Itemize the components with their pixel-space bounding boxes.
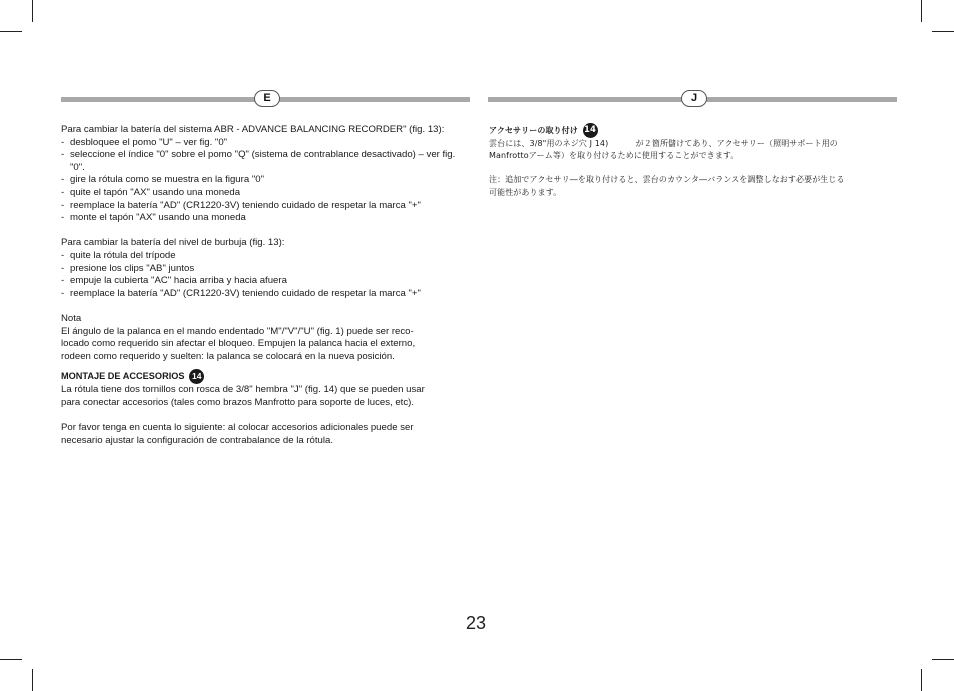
jp-line-part: 雲台には、3/8"用のネジ穴 J	[489, 139, 593, 148]
language-badge-e: E	[254, 90, 280, 107]
abr-step: - seleccione el índice "0" sobre el pomo "Q" (sistema de contrablance desactivado) – ver fig. "0".	[61, 149, 473, 174]
accessories-heading-row	[61, 369, 473, 384]
accessories-heading: MONTAJE DE ACCESORIOS	[61, 371, 185, 382]
page-number: 23	[466, 613, 487, 633]
crop-mark	[0, 659, 22, 660]
bubble-step: - reemplace la batería "AD" (CR1220-3V) teniendo cuidado de respetar la marca "+"	[61, 288, 473, 301]
accessories-line: para conectar accesorios (tales como brazos Manfrotto para soporte de luces, etc).	[61, 396, 415, 408]
bubble-step: - presione los clips "AB" juntos	[61, 263, 473, 276]
abr-step: - quite el tapón "AX" usando una moneda	[61, 187, 473, 200]
jp-note-line: 可能性があります。	[489, 187, 562, 197]
jp-figure-number-badge: 14	[583, 123, 598, 138]
jp-line	[489, 138, 899, 150]
crop-mark	[921, 0, 922, 22]
jp-figure-ref: 14)	[594, 139, 609, 148]
japanese-column	[489, 123, 899, 199]
warning-line: necesario ajustar la configuración de contrabalance de la rótula.	[61, 434, 333, 446]
abr-step: - gire la rótula como se muestra en la figura "0"	[61, 174, 473, 187]
crop-mark	[921, 669, 922, 691]
note-line: rodeen como requerido y suelten: la palanca se colocará en la nueva posición.	[61, 350, 395, 362]
warning-line: Por favor tenga en cuenta lo siguiente: al colocar accesorios adicionales puede ser	[61, 422, 414, 434]
note-line: El ángulo de la palanca en el mando endentado "M"/"V"/"U" (fig. 1) puede ser reco-	[61, 325, 414, 337]
crop-mark	[932, 31, 954, 32]
note-title: Nota	[61, 312, 82, 324]
spanish-column	[61, 124, 473, 447]
abr-step: - monte el tapón "AX" usando una moneda	[61, 212, 473, 225]
crop-mark	[0, 31, 22, 32]
figure-number-badge: 14	[189, 369, 204, 384]
note-line: locado como requerido sin afectar el bloqueo. Empujen la palanca hacia el externo,	[61, 338, 416, 350]
crop-mark	[932, 659, 954, 660]
bubble-step: - quite la rótula del trípode	[61, 250, 473, 263]
language-badge-j: J	[681, 90, 707, 107]
abr-intro: Para cambiar la batería del sistema ABR - ADVANCE BALANCING RECORDER" (fig. 13):	[61, 124, 445, 135]
abr-step: - reemplace la batería "AD" (CR1220-3V) teniendo cuidado de respetar la marca "+"	[61, 200, 473, 213]
abr-step: - desbloquee el pomo "U" – ver fig. "0"	[61, 137, 473, 150]
jp-note-line: 注：追加でアクセサリ―を取り付けると、雲台のカウンタ―バランスを調整しなおす必要が生じる	[489, 175, 845, 185]
jp-heading-row	[489, 123, 899, 138]
jp-line-part: が２箇所儲けてあり、アクセサリー（照明サポート用の	[635, 139, 838, 148]
jp-heading: アクセサリーの取り付け	[489, 126, 578, 135]
bubble-intro: Para cambiar la batería del nivel de burbuja (fig. 13):	[61, 237, 285, 249]
jp-line: Manfrottoアーム等）を取り付けるために使用することができます。	[489, 151, 739, 161]
accessories-line: La rótula tiene dos tornillos con rosca de 3/8" hembra "J" (fig. 14) que se pueden usar	[61, 384, 425, 396]
crop-mark	[32, 669, 33, 691]
crop-mark	[32, 0, 33, 22]
bubble-step: - empuje la cubierta "AC" hacia arriba y hacia afuera	[61, 275, 473, 288]
